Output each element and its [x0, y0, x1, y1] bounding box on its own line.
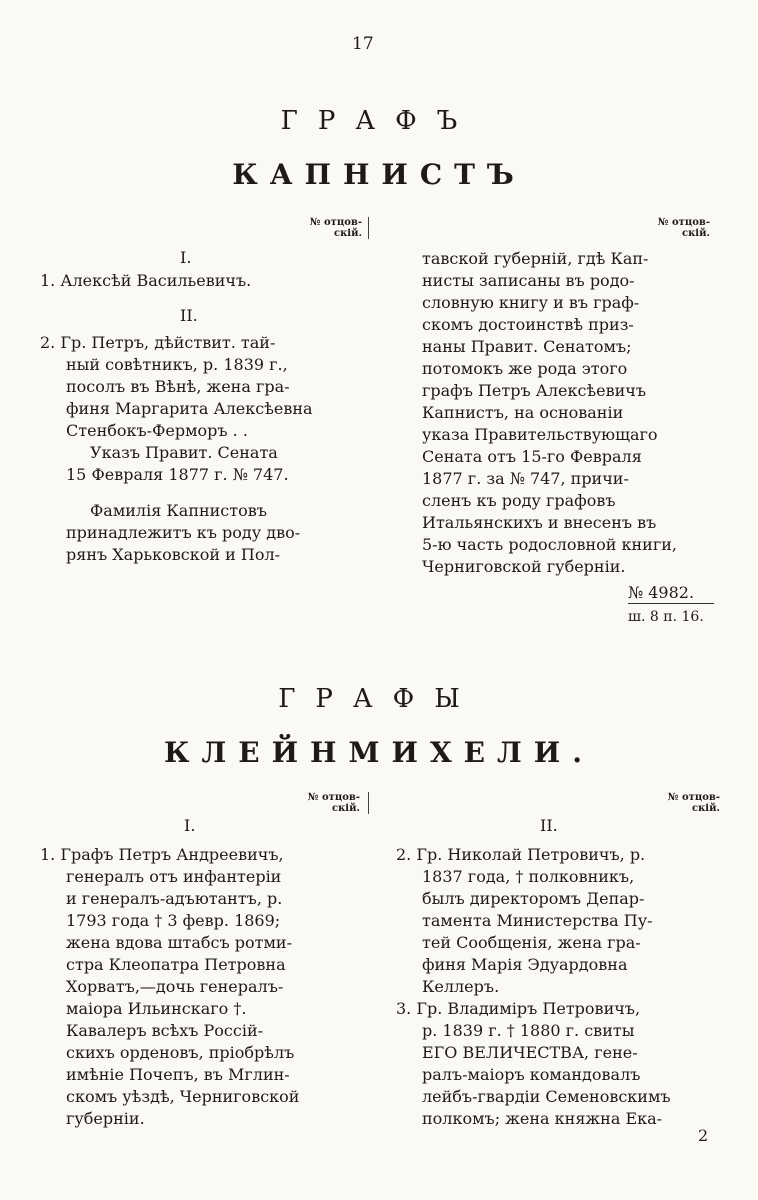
note-line: № отцов-	[667, 792, 720, 803]
section2-right-col-note	[662, 792, 720, 814]
reference-number: № 4982.	[628, 583, 695, 602]
entry-line: 2. Гр. Петръ, дѣйствит. тай-	[40, 333, 276, 352]
entry-line: финя Маргарита Алексѣевна	[66, 399, 313, 418]
entry-line: наны Правит. Сенатомъ;	[422, 337, 632, 356]
section2-left-col-note	[298, 792, 360, 814]
note-line: № отцов-	[657, 217, 710, 228]
entry-line: генералъ отъ инфантеріи	[66, 867, 282, 886]
entry-line: Фамилія Капнистовъ	[90, 501, 267, 520]
entry-line: потомокъ же рода этого	[422, 359, 628, 378]
reference-location: ш. 8 п. 16.	[628, 609, 704, 625]
signature-mark: 2	[698, 1126, 709, 1145]
entry-line: Капнистъ, на основаніи	[422, 403, 624, 422]
entry-line: полкомъ; жена княжна Ека-	[422, 1109, 663, 1128]
note-line: № отцов-	[309, 217, 362, 228]
entry-line: 3. Гр. Владиміръ Петровичъ,	[396, 999, 641, 1018]
entry-line: 1. Графъ Петръ Андреевичъ,	[40, 845, 284, 864]
entry-line: 1877 г. за № 747, причи-	[422, 469, 629, 488]
column-divider	[368, 792, 369, 814]
note-line: скій.	[681, 228, 710, 239]
entry-line: тамента Министерства Пу-	[422, 911, 653, 930]
entry-line: словную книгу и въ граф-	[422, 293, 640, 312]
page-number: 17	[352, 34, 374, 54]
entry-line: Хорватъ,—дочь генералъ-	[66, 977, 284, 996]
note-line: № отцов-	[307, 792, 360, 803]
section1-family-name: КАПНИСТЪ	[232, 158, 526, 191]
entry-line: 2. Гр. Николай Петровичъ, р.	[396, 845, 646, 864]
entry-line: графъ Петръ Алексѣевичъ	[422, 381, 646, 400]
entry-line: и генералъ-адъютантъ, р.	[66, 889, 283, 908]
section1-right-col-note	[652, 217, 710, 239]
entry-line: ЕГО ВЕЛИЧЕСТВА, гене-	[422, 1043, 638, 1062]
note-line: скій.	[691, 803, 720, 814]
entry-line: принадлежитъ къ роду дво-	[66, 523, 301, 542]
entry-line: скихъ орденовъ, пріобрѣлъ	[66, 1043, 295, 1062]
entry-line: 15 Февраля 1877 г. № 747.	[66, 465, 289, 484]
entry-line: ный совѣтникъ, р. 1839 г.,	[66, 355, 288, 374]
section1-roman-1: I.	[180, 248, 192, 267]
entry-line: Стенбокъ-Ферморъ . .	[66, 421, 248, 440]
entry-line: 1. Алексѣй Васильевичъ.	[40, 271, 252, 290]
entry-line: Келлеръ.	[422, 977, 500, 996]
entry-line: Указъ Правит. Сената	[90, 443, 278, 462]
section2-roman-2: II.	[540, 816, 558, 835]
section1-heading: ГРАФЪ	[280, 106, 478, 136]
entry-line: указа Правительствующаго	[422, 425, 658, 444]
entry-line: финя Марія Эдуардовна	[422, 955, 628, 974]
entry-line: Сената отъ 15-го Февраля	[422, 447, 642, 466]
entry-line: р. 1839 г. † 1880 г. свиты	[422, 1021, 635, 1040]
section2-heading: ГРАФЫ	[278, 684, 480, 714]
entry-line: жена вдова штабсъ ротми-	[66, 933, 292, 952]
column-divider	[368, 217, 369, 239]
entry-line: тавской губерній, гдѣ Кап-	[422, 249, 649, 268]
entry-line: ралъ-маіоръ командовалъ	[422, 1065, 641, 1084]
section2-family-name: КЛЕЙНМИХЕЛИ.	[164, 736, 594, 769]
section2-roman-1: I.	[184, 816, 196, 835]
entry-line: стра Клеопатра Петровна	[66, 955, 286, 974]
entry-line: тей Сообщенія, жена гра-	[422, 933, 641, 952]
note-line: скій.	[333, 228, 362, 239]
note-line: скій.	[331, 803, 360, 814]
entry-line: 1837 года, † полковникъ,	[422, 867, 635, 886]
entry-line: 1793 года † 3 февр. 1869;	[66, 911, 281, 930]
section1-left-col-note	[300, 217, 362, 239]
entry-line: Черниговской губерніи.	[422, 557, 626, 576]
entry-line: Итальянскихъ и внесенъ въ	[422, 513, 657, 532]
entry-line: имѣніе Почепъ, въ Мглин-	[66, 1065, 290, 1084]
entry-line: лейбъ-гвардіи Семеновскимъ	[422, 1087, 671, 1106]
entry-line: губерніи.	[66, 1109, 145, 1128]
entry-line: скомъ достоинствѣ приз-	[422, 315, 634, 334]
entry-line: 5-ю часть родословной книги,	[422, 535, 677, 554]
entry-line: маіора Ильинскаго †.	[66, 999, 247, 1018]
entry-line: нисты записаны въ родо-	[422, 271, 635, 290]
entry-line: рянъ Харьковской и Пол-	[66, 545, 281, 564]
entry-line: посолъ въ Вѣнѣ, жена гра-	[66, 377, 290, 396]
entry-line: сленъ къ роду графовъ	[422, 491, 616, 510]
entry-line: скомъ уѣздѣ, Черниговской	[66, 1087, 300, 1106]
entry-line: былъ директоромъ Депар-	[422, 889, 645, 908]
section1-roman-2: II.	[180, 306, 198, 325]
reference-rule	[628, 603, 714, 604]
entry-line: Кавалеръ всѣхъ Россій-	[66, 1021, 264, 1040]
